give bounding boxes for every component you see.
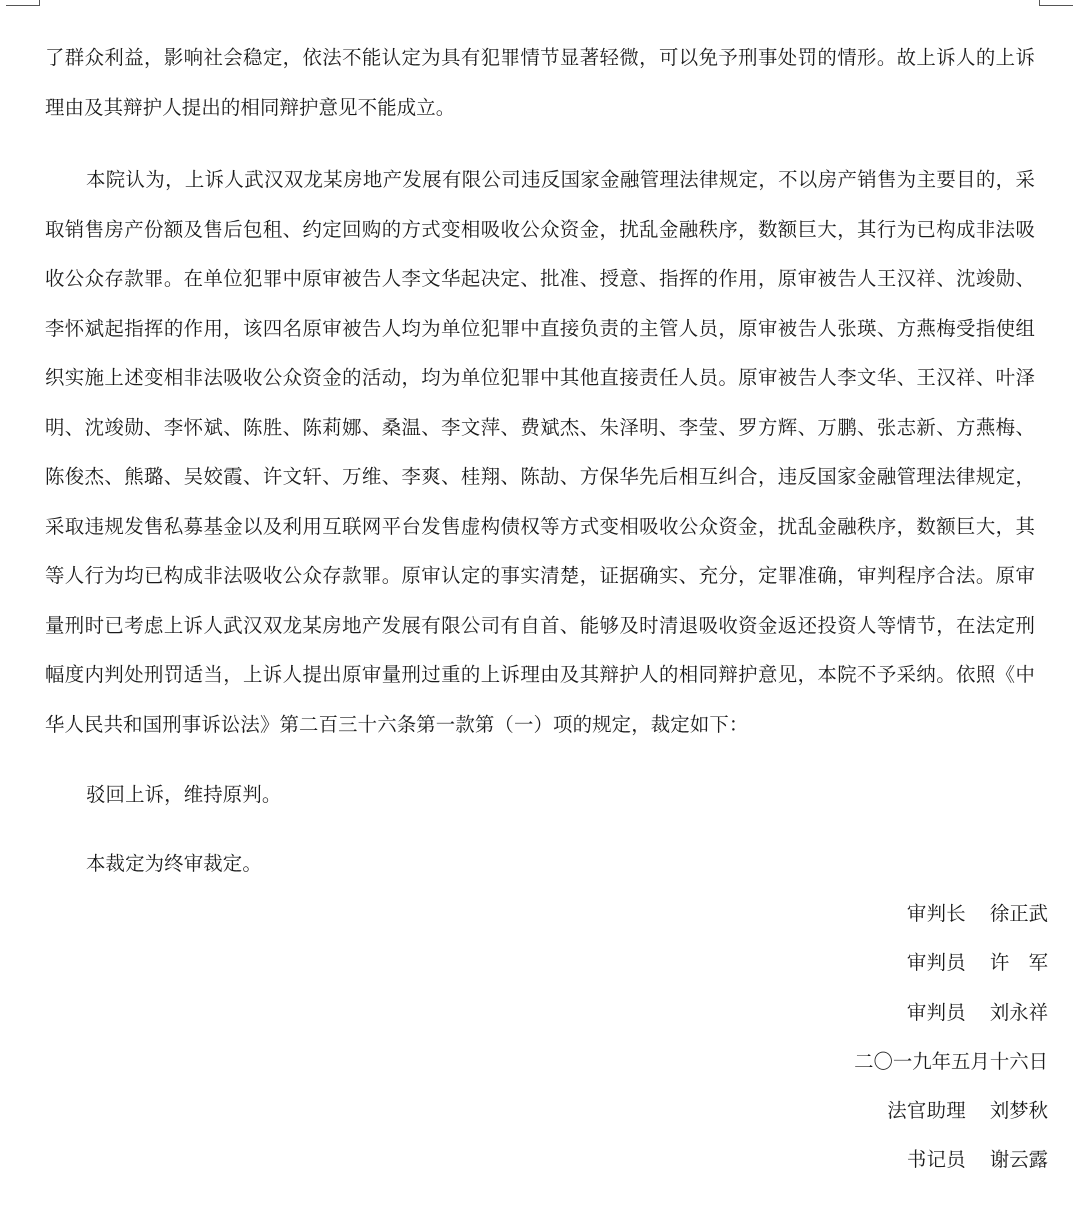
- signature-assistant: [648, 1086, 1048, 1135]
- page-corner-mark-right: [1039, 0, 1073, 6]
- paragraph-continuation: 了群众利益，影响社会稳定，依法不能认定为具有犯罪情节显著轻微，可以免予刑事处罚的情形。故上诉人的上诉理由及其辩护人提出的相同辩护意见不能成立。: [45, 46, 1035, 119]
- signature-title: 审判员: [906, 1000, 966, 1024]
- ruling-date: 二〇一九年五月十六日: [854, 1049, 1048, 1073]
- signature-title: 审判员: [906, 951, 966, 975]
- signature-block: [648, 889, 1048, 1185]
- paragraph-court-opinion: 本院认为，上诉人武汉双龙某房地产发展有限公司违反国家金融管理法律规定，不以房产销售为主要目的，采取销售房产份额及售后包租、约定回购的方式变相吸收公众资金，扰乱金融秩序，数额巨大，其行为已构成非法吸收公众存款罪。在单位犯罪中原审被告人李文华起决定、批准、授意、指挥的作用，原审被告人王汉祥、沈竣勋、李怀斌起指挥的作用，该四名原审被告人均为单位犯罪中直接负责的主管人员，原审被告人张瑛、方燕梅受指使组织实施上述变相非法吸收公众资金的活动，均为单位犯罪中其他直接责任人员。原审被告人李文华、王汉祥、叶泽明、沈竣勋、李怀斌、陈胜、陈莉娜、桑温、李文萍、费斌杰、朱泽明、李莹、罗方辉、万鹏、张志新、方燕梅、陈俊杰、熊璐、吴姣霞、许文轩、万维、李爽、桂翔、陈劼、方保华先后相互纠合，违反国家金融管理法律规定，采取违规发售私募基金以及利用互联网平台发售虚构债权等方式变相吸收公众资金，扰乱金融秩序，数额巨大，其等人行为均已构成非法吸收公众存款罪。原审认定的事实清楚，证据确实、充分，定罪准确，审判程序合法。原审量刑时已考虑上诉人武汉双龙某房地产发展有限公司有自首、能够及时清退吸收资金返还投资人等情节，在法定刑幅度内判处刑罚适当，上诉人提出原审量刑过重的上诉理由及其辩护人的相同辩护意见，本院不予采纳。依照《中华人民共和国刑事诉讼法》第二百三十六条第一款第（一）项的规定，裁定如下：: [45, 168, 1035, 736]
- signature-chief-judge: [648, 889, 1048, 938]
- signature-name: 谢云露: [989, 1148, 1048, 1172]
- signature-name: 许 军: [989, 951, 1048, 975]
- signature-date: [648, 1037, 1048, 1086]
- signature-judge-1: [648, 938, 1048, 987]
- signature-name: 刘永祥: [989, 1000, 1048, 1024]
- signature-clerk: [648, 1135, 1048, 1184]
- signature-title: 书记员: [906, 1148, 966, 1172]
- paragraph-final-ruling: 本裁定为终审裁定。: [86, 852, 262, 875]
- signature-judge-2: [648, 988, 1048, 1037]
- paragraph-ruling: 驳回上诉，维持原判。: [86, 783, 282, 806]
- page-corner-mark-left: [6, 0, 40, 6]
- signature-title: 法官助理: [887, 1099, 966, 1123]
- signature-title: 审判长: [906, 902, 966, 925]
- signature-name: 刘梦秋: [989, 1099, 1048, 1123]
- signature-name: 徐正武: [989, 902, 1048, 925]
